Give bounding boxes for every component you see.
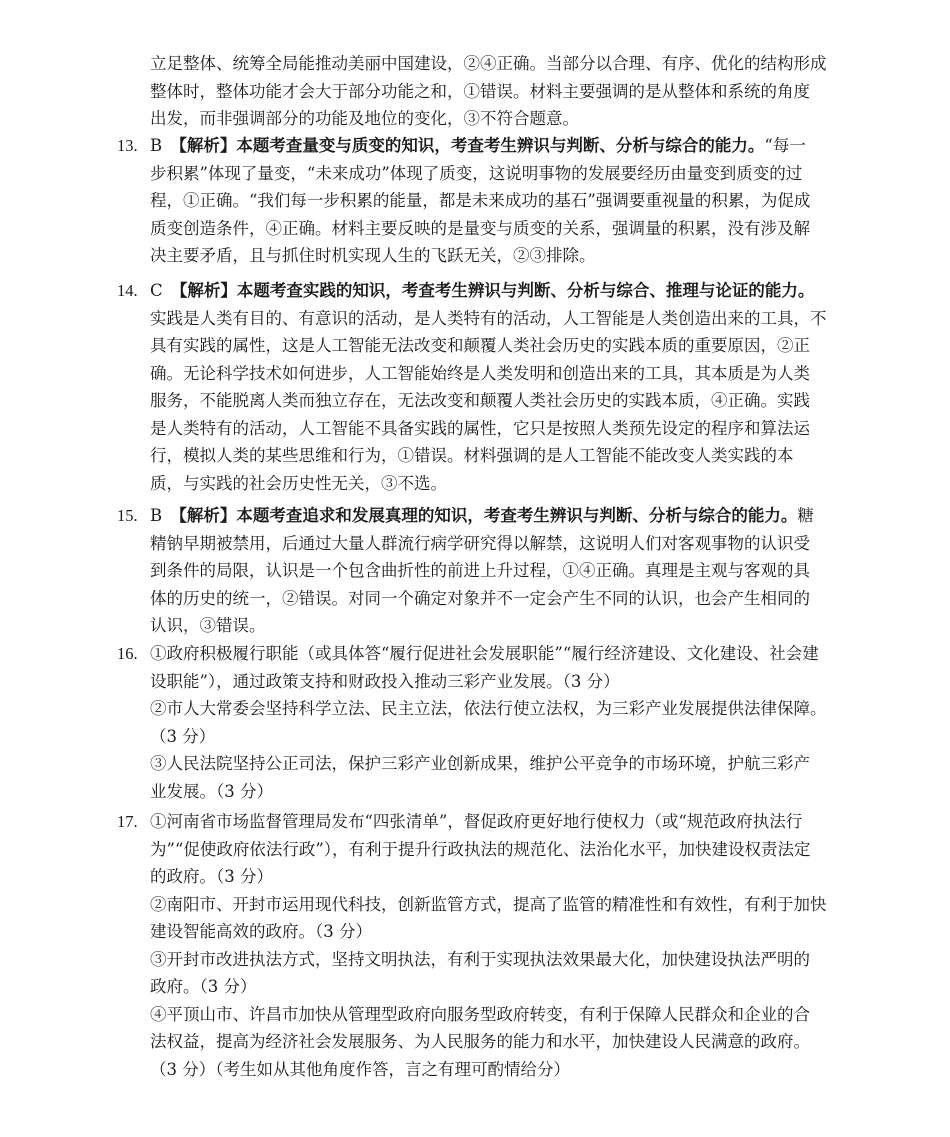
- text-line: 法权益，提高为经济社会发展服务、为人民服务的能力和水平，加快建设人民满意的政府。: [150, 1032, 810, 1051]
- text-line: ①政府积极履行职能（或具体答“履行促进社会发展职能”“履行经济建设、文化建设、社会建: [150, 644, 819, 663]
- text-line: ③开封市改进执法方式，坚持文明执法，有利于实现执法效果最大化，加快建设执法严明的: [150, 949, 810, 969]
- text-line: 为”“促使政府依法行政”），有利于提升行政执法的规范化、法治化水平，加快建设权责法定: [150, 839, 811, 859]
- question-13: [117, 132, 832, 270]
- text-line: 行，模拟人类的某些思维和行为，①错误。材料强调的是人工智能不能改变人类实践的本: [150, 446, 794, 465]
- text-line: 认识，③错误。: [150, 616, 266, 635]
- text-line: ③人民法院坚持公正司法，保护三彩产业创新成果，维护公平竞争的市场环境，护航三彩产: [150, 754, 810, 773]
- text-line: 步积累”体现了量变，“未来成功”体现了质变，这说明事物的发展要经历由量变到质变的过: [150, 163, 803, 183]
- analysis-lead-tail: “每一: [764, 136, 806, 155]
- analysis-lead: 本题考查量变与质变的知识，考查考生辨识与判断、分析与综合的能力。: [236, 136, 765, 155]
- text-line: 质，与实践的社会历史性无关，③不选。: [150, 473, 447, 493]
- answer-line: [150, 132, 832, 160]
- text-line: （3 分）: [150, 726, 216, 746]
- answer-letter: C: [150, 281, 163, 300]
- text-line: 设职能”），通过政策支持和财政投入推动三彩产业发展。（3 分）: [150, 671, 620, 691]
- question-17: [117, 808, 832, 1083]
- answer-letter: B: [150, 136, 163, 155]
- analysis-lead-tail: 糖: [797, 506, 814, 525]
- text-line: 的政府。（3 分）: [150, 867, 273, 886]
- answer-letter: B: [150, 506, 163, 525]
- analysis-tag: 【解析】: [170, 281, 237, 300]
- analysis-tag: 【解析】: [170, 506, 237, 525]
- text-line: ①河南省市场监督管理局发布“四张清单”，督促政府更好地行使权力（或“规范政府执法行: [150, 812, 803, 831]
- question-number: 16.: [117, 644, 138, 663]
- text-line: 建设智能高效的政府。（3 分）: [150, 922, 372, 941]
- text-line: 政府。（3 分）: [150, 977, 257, 996]
- question-number: 14.: [117, 281, 138, 300]
- question-14: [117, 277, 832, 497]
- question-number: 17.: [117, 812, 138, 831]
- text-line: 整体时，整体功能才会大于部分功能之和，①错误。材料主要强调的是从整体和系统的角度: [150, 81, 810, 101]
- text-line: 程，①正确。“我们每一步积累的能量，都是未来成功的基石”强调要重视量的积累，为促成: [150, 191, 811, 210]
- text-line: （3 分）（考生如从其他角度作答，言之有理可酌情给分）: [150, 1059, 570, 1079]
- answer-line: [150, 502, 832, 530]
- text-line: ②南阳市、开封市运用现代科技，创新监管方式，提高了监管的精准性和有效性，有利于加快: [150, 894, 827, 914]
- text-line: 实践是人类有目的、有意识的活动，是人类特有的活动，人工智能是人类创造出来的工具，不: [150, 308, 827, 328]
- text-line: 业发展。（3 分）: [150, 781, 273, 801]
- text-line: ④平顶山市、许昌市加快从管理型政府向服务型政府转变，有利于保障人民群众和企业的合: [150, 1004, 810, 1024]
- text-line: 质变创造条件，④正确。材料主要反映的是量变与质变的关系，强调量的积累，没有涉及解: [150, 218, 810, 238]
- text-line: 决主要矛盾，且与抓住时机实现人生的飞跃无关，②③排除。: [150, 246, 596, 265]
- text-line: 是人类特有的活动，人工智能不具备实践的属性，它只是按照人类预先设定的程序和算法运: [150, 418, 810, 438]
- analysis-lead: 本题考查实践的知识，考查考生辨识与判断、分析与综合、推理与论证的能力。: [236, 281, 815, 300]
- text-line: 精钠早期被禁用，后通过大量人群流行病学研究得以解禁，这说明人们对客观事物的认识受: [150, 533, 810, 553]
- text-line: 服务，不能脱离人类而独立存在，无法改变和颠覆人类社会历史的实践本质，④正确。实践: [150, 391, 810, 410]
- text-line: 体的历史的统一，②错误。对同一个确定对象并不一定会产生不同的认识，也会产生相同的: [150, 588, 810, 608]
- text-line: 具有实践的属性，这是人工智能无法改变和颠覆人类社会历史的实践本质的重要原因，②正: [150, 336, 810, 355]
- question-15: [117, 502, 832, 640]
- q12-analysis-continuation: [150, 50, 830, 133]
- text-line: 到条件的局限，认识是一个包含曲折性的前进上升过程，①④正确。真理是主观与客观的具: [150, 561, 810, 580]
- analysis-lead: 本题考查追求和发展真理的知识，考查考生辨识与判断、分析与综合的能力。: [236, 506, 798, 525]
- text-line: 确。无论科学技术如何进步，人工智能始终是人类发明和创造出来的工具，其本质是为人类: [150, 363, 810, 383]
- analysis-tag: 【解析】: [170, 136, 237, 155]
- text-line: 立足整体、统筹全局能推动美丽中国建设，②④正确。当部分以合理、有序、优化的结构形成: [150, 54, 827, 73]
- text-line: ②市人大常委会坚持科学立法、民主立法，依法行使立法权，为三彩产业发展提供法律保障。: [150, 699, 827, 718]
- question-number: 15.: [117, 506, 138, 525]
- question-16: [117, 640, 832, 805]
- answer-line: [150, 277, 832, 305]
- question-number: 13.: [117, 136, 138, 155]
- text-line: 出发，而非强调部分的功能及地位的变化，③不符合题意。: [150, 109, 579, 128]
